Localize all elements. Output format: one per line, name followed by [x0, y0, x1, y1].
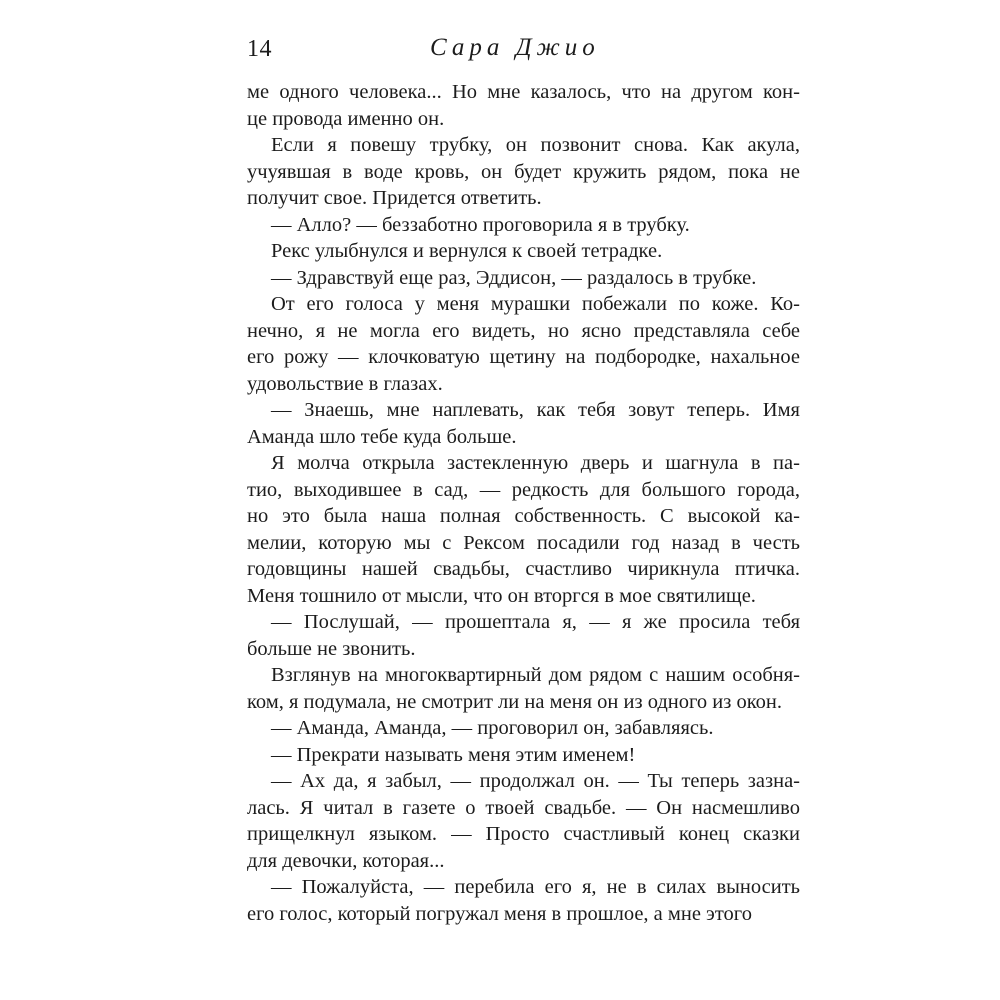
text-line-content: — Послушай, — прошептала я, — я же просила тебя: [271, 611, 801, 633]
text-line: [247, 450, 800, 477]
text-line: [247, 477, 800, 504]
text-line: [247, 609, 800, 636]
text-line: [247, 848, 800, 875]
text-line: [247, 159, 800, 186]
text-line: [247, 318, 800, 345]
text-line: [247, 344, 800, 371]
text-line: [247, 689, 800, 716]
text-line-content: Я молча открыла застекленную дверь и шагнула в па-: [271, 452, 800, 474]
body-text: [247, 79, 800, 927]
text-line-content: прищелкнул языком. — Просто счастливый конец сказки: [247, 823, 800, 845]
text-line-content: Меня тошнило от мысли, что он вторгся в мое святилище.: [247, 584, 756, 607]
text-line: [247, 795, 800, 822]
text-line-content: Взглянув на многоквартирный дом рядом с нашим особня-: [271, 664, 800, 686]
text-line: [247, 79, 800, 106]
text-line: [247, 238, 800, 265]
text-line-content: удовольствие в глазах.: [247, 372, 443, 395]
text-line: [247, 397, 800, 424]
text-line-content: получит свое. Придется ответить.: [247, 187, 542, 209]
text-line-content: — Аманда, Аманда, — проговорил он, забавляясь.: [271, 717, 714, 739]
text-line-content: годовщины нашей свадьбы, счастливо чирикнула птичка.: [247, 558, 801, 580]
text-line-content: его рожу — клочковатую щетину на подбородке, нахальное: [247, 346, 800, 368]
text-line-content: — Ах да, я забыл, — продолжал он. — Ты теперь зазна-: [271, 770, 800, 792]
text-line: [247, 371, 800, 398]
text-line-content: Если я повешу трубку, он позвонит снова. Как акула,: [271, 134, 801, 156]
text-line: [247, 424, 800, 451]
text-line-content: нечно, я не могла его видеть, но ясно представляла себе: [247, 319, 801, 342]
text-line: [247, 106, 800, 133]
text-line: [247, 662, 800, 689]
text-line: [247, 530, 800, 557]
page-number: 14: [247, 36, 272, 62]
text-line-content: тио, выходившее в сад, — редкость для большого города,: [247, 478, 800, 501]
text-line-content: ком, я подумала, не смотрит ли на меня он из одного из окон.: [247, 690, 782, 713]
text-line-content: для девочки, которая...: [247, 849, 445, 872]
text-line: [247, 556, 800, 583]
text-line: [247, 583, 800, 610]
text-line-content: — Пожалуйста, — перебила его я, не в силах выносить: [271, 876, 801, 898]
text-line-content: — Алло? — беззаботно проговорила я в трубку.: [271, 213, 690, 236]
text-line: [247, 185, 800, 212]
text-line: [247, 212, 800, 239]
text-line-content: Рекс улыбнулся и вернулся к своей тетрадке.: [271, 240, 663, 262]
text-line: [247, 291, 800, 318]
text-line: [247, 636, 800, 663]
text-line: [247, 715, 800, 742]
text-line: [247, 265, 800, 292]
text-line: [247, 503, 800, 530]
text-line-content: це провода именно он.: [247, 107, 445, 130]
text-line: [247, 742, 800, 769]
text-line-content: — Прекрати называть меня этим именем!: [271, 743, 636, 766]
text-line: [247, 821, 800, 848]
text-line-content: больше не звонить.: [247, 637, 416, 660]
text-line-content: От его голоса у меня мурашки побежали по коже. Ко-: [271, 293, 800, 315]
text-line-content: его голос, который погружал меня в прошлое, а мне этого: [247, 902, 752, 925]
text-line: [247, 132, 800, 159]
running-head: Сара Джио: [430, 34, 600, 61]
text-line-content: ме одного человека... Но мне казалось, что на другом кон-: [247, 81, 800, 103]
text-line-content: — Здравствуй еще раз, Эддисон, — раздалось в трубке.: [271, 266, 757, 289]
text-line-content: учуявшая в воде кровь, он будет кружить рядом, пока не: [247, 160, 800, 183]
text-line-content: Аманда шло тебе куда больше.: [247, 425, 517, 448]
text-line-content: мелии, которую мы с Рексом посадили год назад в честь: [247, 531, 800, 554]
text-line: [247, 874, 800, 901]
text-line: [247, 901, 800, 928]
text-line-content: — Знаешь, мне наплевать, как тебя зовут теперь. Имя: [271, 399, 800, 421]
text-line-content: но это была наша полная собственность. С высокой ка-: [247, 505, 800, 527]
text-line: [247, 768, 800, 795]
text-line-content: лась. Я читал в газете о твоей свадьбе. — Он насмешливо: [247, 796, 800, 819]
